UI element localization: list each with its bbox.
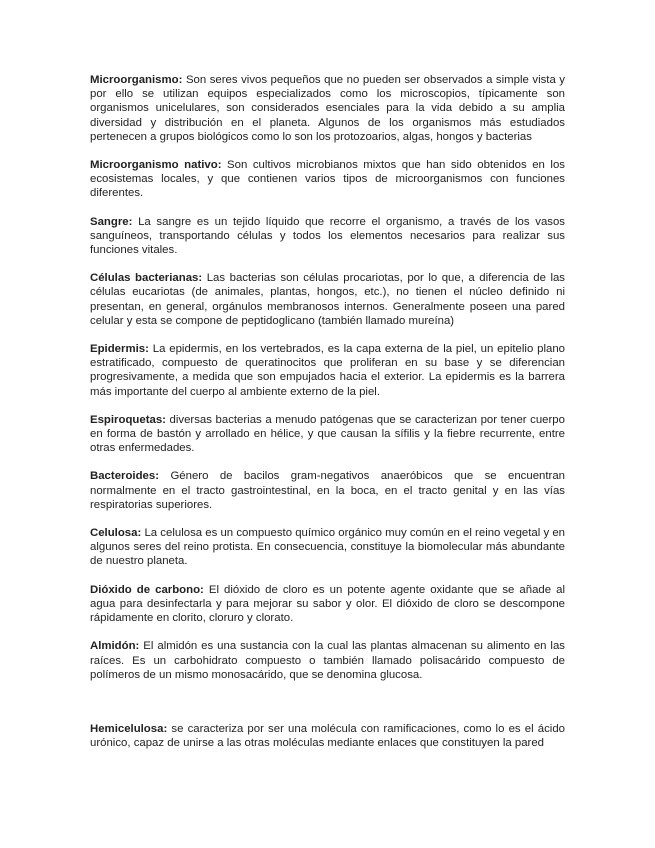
entry-definition: Las bacterias son células procariotas, por lo que, a diferencia de las células eucariotas (de animales, plantas, hongos, etc.), no tienen el núcleo definido ni presentan, en general, orgánulos membranosos internos. Generalmente poseen una pared celular y esta se compone de peptidoglicano (también llamado mureína): [90, 272, 565, 327]
entry-definition: Son seres vivos pequeños que no pueden ser observados a simple vista y por ello se utilizan equipos especializados como los microscopios, típicamente son organismos unicelulares, son considerados esenciales para la vida debido a su amplia diversidad y distribución en el planeta. Algunos de los organismos más estudiados pertenecen a grupos biológicos como lo son los protozoarios, algas, hongos y bacterias: [90, 74, 565, 143]
entry-microorganismo-nativo: [90, 158, 565, 201]
entry-definition: La epidermis, en los vertebrados, es la capa externa de la piel, un epitelio plano estratificado, compuesto de queratinocitos que proliferan en su base y se diferencian progresivamente, a medida que son empujados hacia el exterior. La epidermis es la barrera más importante del cuerpo al ambiente externo de la piel.: [90, 343, 565, 398]
entry-bacteroides: [90, 469, 565, 512]
entry-term: Bacteroides:: [90, 470, 160, 483]
entry-term: Celulosa:: [90, 527, 142, 540]
entry-term: Hemicelulosa:: [90, 722, 168, 735]
entry-definition: se caracteriza por ser una molécula con ramificaciones, como lo es el ácido urónico, capaz de unirse a las otras moléculas mediante enlaces que constituyen la pared: [90, 722, 565, 750]
entry-term: Microorganismo nativo:: [90, 159, 222, 172]
entry-definition: diversas bacterias a menudo patógenas que se caracterizan por tener cuerpo en forma de bastón y arrollado en hélice, y que causan la sífilis y la fiebre recurrente, entre otras enfermedades.: [90, 413, 565, 455]
entry-definition: El almidón es una sustancia con la cual las plantas almacenan su alimento en las raíces. Es un carbohidrato compuesto o también llamado polisacárido compuesto de polímeros de un mismo monosacárido, que se denomina glucosa.: [90, 640, 565, 681]
entry-almidon: [90, 639, 565, 682]
entry-definition: La celulosa es un compuesto químico orgánico muy común en el reino vegetal y en algunos seres del reino protista. En consecuencia, constituye la biomolecular más abundante de nuestro planeta.: [90, 527, 566, 568]
entry-dioxido-de-carbono: [90, 583, 565, 626]
document-page: [90, 73, 565, 750]
entry-definition: Género de bacilos gram-negativos anaeróbicos que se encuentran normalmente en el tracto gastrointestinal, en la boca, en el tracto genital y en las vías respiratorias superiores.: [90, 470, 566, 511]
entry-celulas-bacterianas: [90, 271, 565, 328]
entry-term: Microorganismo:: [90, 74, 183, 86]
entry-definition: La sangre es un tejido líquido que recorre el organismo, a través de los vasos sanguíneos, transportando células y todos los elementos necesarios para realizar sus funciones vitales.: [90, 215, 566, 257]
entry-definition: Son cultivos microbianos mixtos que han sido obtenidos en los ecosistemas locales, y que contienen varios tipos de microorganismos con funciones diferentes.: [90, 159, 565, 200]
entry-term: Células bacterianas:: [90, 272, 203, 285]
entry-term: Almidón:: [90, 640, 140, 653]
entry-hemicelulosa: [90, 722, 565, 750]
entry-epidermis: [90, 342, 565, 399]
entry-microorganismo: [90, 73, 565, 144]
entry-term: Sangre:: [90, 215, 133, 228]
entry-definition: El dióxido de cloro es un potente agente oxidante que se añade al agua para desinfectarla y para mejorar su sabor y olor. El dióxido de cloro se descompone rápidamente en clorito, cloruro y clorato.: [90, 583, 565, 625]
entry-term: Epidermis:: [90, 343, 149, 356]
entry-term: Espiroquetas:: [90, 413, 166, 426]
entry-espiroquetas: [90, 413, 565, 456]
entry-sangre: [90, 215, 565, 258]
entry-term: Dióxido de carbono:: [90, 583, 204, 596]
entry-celulosa: [90, 526, 565, 569]
